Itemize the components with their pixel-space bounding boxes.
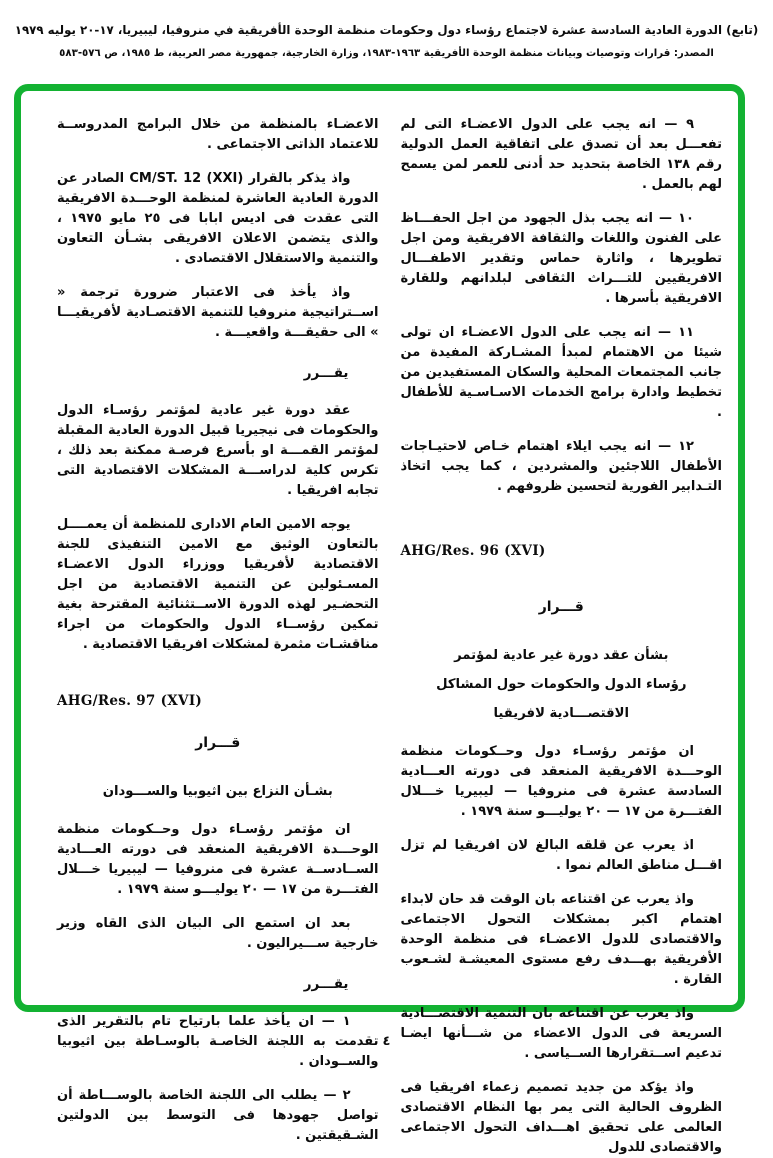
header-session-line: (تابع) الدورة العادية السادسة عشرة لاجتماع رؤساء دول وحكومات منظمة الوحدة الأفريقية في منروفيا، ليبيريا، ١٧-٢٠ يوليه ١٩٧٩ (14, 23, 759, 37)
left-column (57, 115, 379, 1143)
decision-item-1: ١ — ان يأخذ علما بارتياح تام بالتقرير الذى تقدمت به اللجنة الخاصـة بالوسـاطة بين اثيوبيا والســودان . (57, 1014, 379, 1069)
resolution-title-line-2: رؤساء الدول والحكومات حول المشاكل (436, 677, 687, 692)
statement-heard-paragraph: بعد ان استمع الى البيان الذى القاه وزير خارجية ســـيراليون . (57, 916, 379, 951)
directive-paragraph: يوجه الامين العام الادارى للمنظمة أن يعمــــل بالتعاون الوثيق مع الامين التنفيذى للجنة الاقتصادية لأفريقيا ووزراء الدول الاعضـاء المسـئولين عن التنمية الاقتصادية من اجل التحضـير لهذه الدورة الاســتثنائية المقترحة بغية تمكين رؤســاء الدول والحكومات من اجراء مناقشـات مثمرة لمشكلات افريقيا الاقتصادية . (57, 517, 379, 652)
conviction-paragraph-2: واذ يعرب عن اقتناعه بان التنمية الاقتصـــادية السريعة فى الدول الاعضاء من شـــأنها ايضـا تدعيم اســتقرارها الســياسى . (400, 1006, 722, 1061)
dispute-title: بشـأن النزاع بين اثيوبيا والســـودان (102, 784, 333, 799)
concern-paragraph: اذ يعرب عن قلقه البالغ لان افريقيا لم تزل اقـــل مناطق العالم نموا . (400, 838, 722, 873)
list-item-11: ١١ — انه يجب على الدول الاعضـاء ان تولى شيئا من الاهتمام لمبدأ المشـاركة المفيدة من جانب المجتمعات المحلية والسكان المستفيدين من تخطيط وادارة برامج الخدمات الاسـاسـية للأطفال . (400, 325, 722, 420)
two-column-layout (21, 91, 738, 1155)
content-frame (14, 84, 745, 1155)
resolution-heading-97: قـــرار (195, 735, 241, 751)
resolution-title-line-3: الاقتصـــادية لافريقيا (493, 706, 630, 721)
resolution-ref-97: AHG/Res. 97 (XVI) (57, 693, 203, 709)
resolution-heading-96: قـــرار (538, 599, 584, 615)
reaffirmation-paragraph: واذ يؤكد من جديد تصميم زعماء افريقيا فى الظروف الحالية التى يمر بها النظام الاقتصادى العالمى على تحقيق اهـــداف التحول الاجتماعى والاقتصادى للدول (400, 1080, 722, 1155)
right-column (400, 115, 723, 1155)
conviction-paragraph-1: واذ يعرب عن اقتناعه بان الوقت قد حان لابداء اهتمام اكبر بمشكلات التحول الاجتماعى والاقتصادى للدول الاعضـاء فى منظمة الوحدة الأفريقية بهـــدف رفع مستوى المعيشـة لشـعوب القارة . (400, 892, 722, 987)
list-item-9: ٩ — انه يجب على الدول الاعضـاء التى لم تفعـــل بعد أن تصدق على اتفاقية العمل الدولية رقم ١٣٨ الخاصة بتحديد حد أدنى للعمر لمن يسمح لهم بالعمل . (400, 117, 723, 192)
preamble-paragraph: ان مؤتمر رؤسـاء دول وحــكومات منظمة الوحـــدة الافريقية المنعقد فى دورته العـــادية السادسة عشرة فى منروفيا — ليبيريا خـــلال الفتـــرة من ١٧ — ٢٠ يوليـــو سنة ١٩٧٩ . (400, 744, 722, 819)
continuation-paragraph: الاعضـاء بالمنظمة من خلال البرامج المدروســة للاعتماد الذاتى الاجتماعى . (57, 117, 379, 152)
list-item-12: ١٢ — انه يجب ايلاء اهتمام خـاص لاحتيـاجات الأطفال اللاجئين والمشردين ، كما يجب اتخاذ التـدابير الفورية لتحسين ظروفهم . (400, 439, 722, 494)
resolution-title-line-1: بشأن عقد دورة غير عادية لمؤتمر (454, 648, 669, 663)
consideration-paragraph: واذ يأخذ فى الاعتبار ضرورة ترجمة « اســتراتيجية منروفيا للتنمية الاقتصـادية لأفريقيـــا » الى حقيقـــة واقعيـــة . (57, 285, 379, 340)
resolution-ref-96: AHG/Res. 96 (XVI) (400, 543, 546, 559)
preamble-paragraph-97: ان مؤتمر رؤسـاء دول وحــكومات منظمة الوحـــدة الافريقية المنعقد فى دورته العـــادية الســادســة عشرة فى منروفيا — ليبيريا خـــلال الفتـــرة من ١٧ — ٢٠ يوليـــو سنة ١٩٧٩ . (57, 822, 379, 897)
decision-session-paragraph: عقد دورة غير عادية لمؤتمر رؤسـاء الدول والحكومات فى نيجيريا قبيل الدورة العادية المقبلة لمؤتمر القمـــة او بأسرع فرصـة ممكنة بعد ذلك ، تكرس كلية لدراســـة المشكلات الاقتصادية التى تجابه افريقيا . (57, 403, 379, 498)
list-item-10: ١٠ — انه يجب بذل الجهود من اجل الحفـــاظ على الفنون واللغات والثقافة الافريقية ومن اجل تطويرها ، واثارة حماس وتقدير الاطفـــال الافريقيين للتـــراث الثقافى لبلدانهم وللقارة الافريقية بأسرها . (400, 211, 722, 306)
decides-subhead-2: يقـــرر (303, 976, 349, 992)
page-number: ٤ (382, 1034, 391, 1049)
decision-item-2: ٢ — يطلب الى اللجنة الخاصة بالوســـاطة أن تواصل جهودها فى التوسط بين الدولتين الشـقيقتين . (57, 1088, 379, 1143)
header-source-line: المصدر: قرارات وتوصيات وبيانات منظمة الوحدة الأفريقية ١٩٦٣-١٩٨٣، وزارة الخارجية، جمهورية مصر العربية، ط ١٩٨٥، ص ٥٧٦-٥٨٣ (59, 48, 714, 59)
recall-resolution-paragraph: واذ يذكر بالقرار CM/ST. 12 (XXI) الصادر عن الدورة العادية العاشرة لمنظمة الوحـــدة الافريقية التى عقدت فى اديس ابابا فى ٢٥ مايو ١٩٧٥ ، والذى يتضمن الاعلان الافريقى بشـأن التعاون والتنمية والاستقلال الاقتصادى . (57, 171, 379, 266)
page-header (0, 22, 773, 61)
decides-subhead-1: يقـــرر (303, 365, 349, 381)
